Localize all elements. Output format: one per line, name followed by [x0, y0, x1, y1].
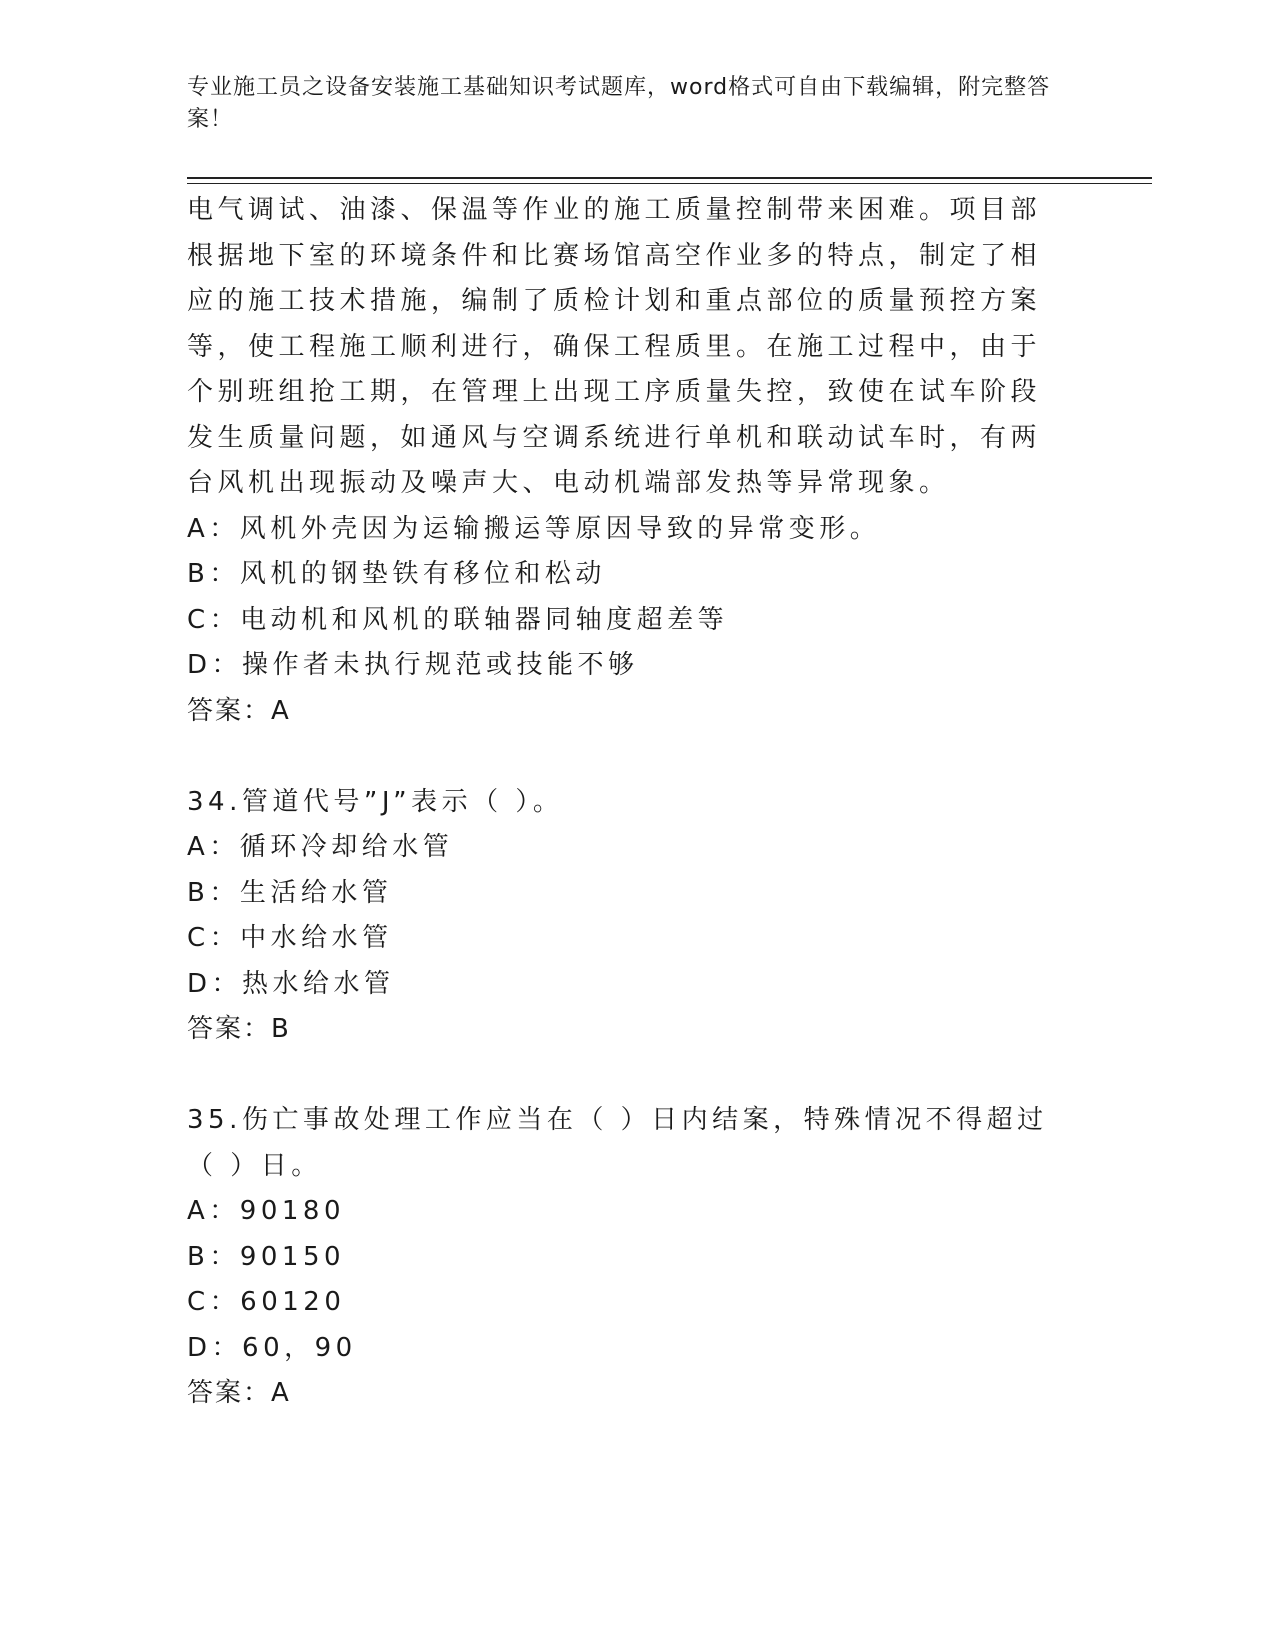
question-33-option-a: A：风机外壳因为运输搬运等原因导致的异常变形。: [187, 513, 881, 544]
question-33-stem: 电气调试、油漆、保温等作业的施工质量控制带来困难。项目部根据地下室的环境条件和比赛场馆高空作业多的特点，制定了相应的施工技术措施，编制了质检计划和重点部位的质量预控方案等，使工程施工顺利进行，确保工程质里。在施工过程中，由于个别班组抢工期，在管理上出现工序质量失控，致使在试车阶段发生质量问题，如通风与空调系统进行单机和联动试车时，有两台风机出现振动及噪声大、电动机端部发热等异常现象。: [187, 195, 1042, 498]
question-34-answer: 答案：B: [187, 1014, 291, 1044]
question-34: [187, 780, 1067, 1053]
question-33-answer: 答案：A: [187, 695, 291, 726]
question-33-option-d: D：操作者未执行规范或技能不够: [187, 650, 639, 680]
question-33: [187, 188, 1067, 734]
question-35-option-d: D：60，90: [187, 1332, 357, 1363]
header-rule-thick: [187, 177, 1152, 179]
question-34-option-b: B：生活给水管: [187, 877, 393, 908]
question-35-option-a: A：90180: [187, 1196, 345, 1226]
question-content: [187, 188, 1067, 1417]
question-34-stem: 34.管道代号”J”表示（ ）。: [187, 786, 564, 817]
header-rule-thin: [187, 183, 1152, 184]
spacer: [187, 734, 1067, 780]
spacer: [187, 1053, 1067, 1099]
question-35-option-b: B：90150: [187, 1241, 346, 1272]
page-header: 专业施工员之设备安装施工基础知识考试题库，word格式可自由下载编辑，附完整答案！: [187, 75, 1051, 132]
question-35-stem: 35.伤亡事故处理工作应当在（ ）日内结案，特殊情况不得超过（ ）日。: [187, 1105, 1048, 1181]
question-34-option-a: A：循环冷却给水管: [187, 832, 454, 862]
question-35-option-c: C：60120: [187, 1287, 346, 1317]
question-33-option-c: C：电动机和风机的联轴器同轴度超差等: [187, 604, 729, 635]
question-35: [187, 1098, 1067, 1417]
question-34-option-d: D：热水给水管: [187, 968, 395, 999]
question-35-answer: 答案：A: [187, 1378, 291, 1408]
question-34-option-c: C：中水给水管: [187, 923, 393, 953]
question-33-option-b: B：风机的钢垫铁有移位和松动: [187, 559, 606, 589]
